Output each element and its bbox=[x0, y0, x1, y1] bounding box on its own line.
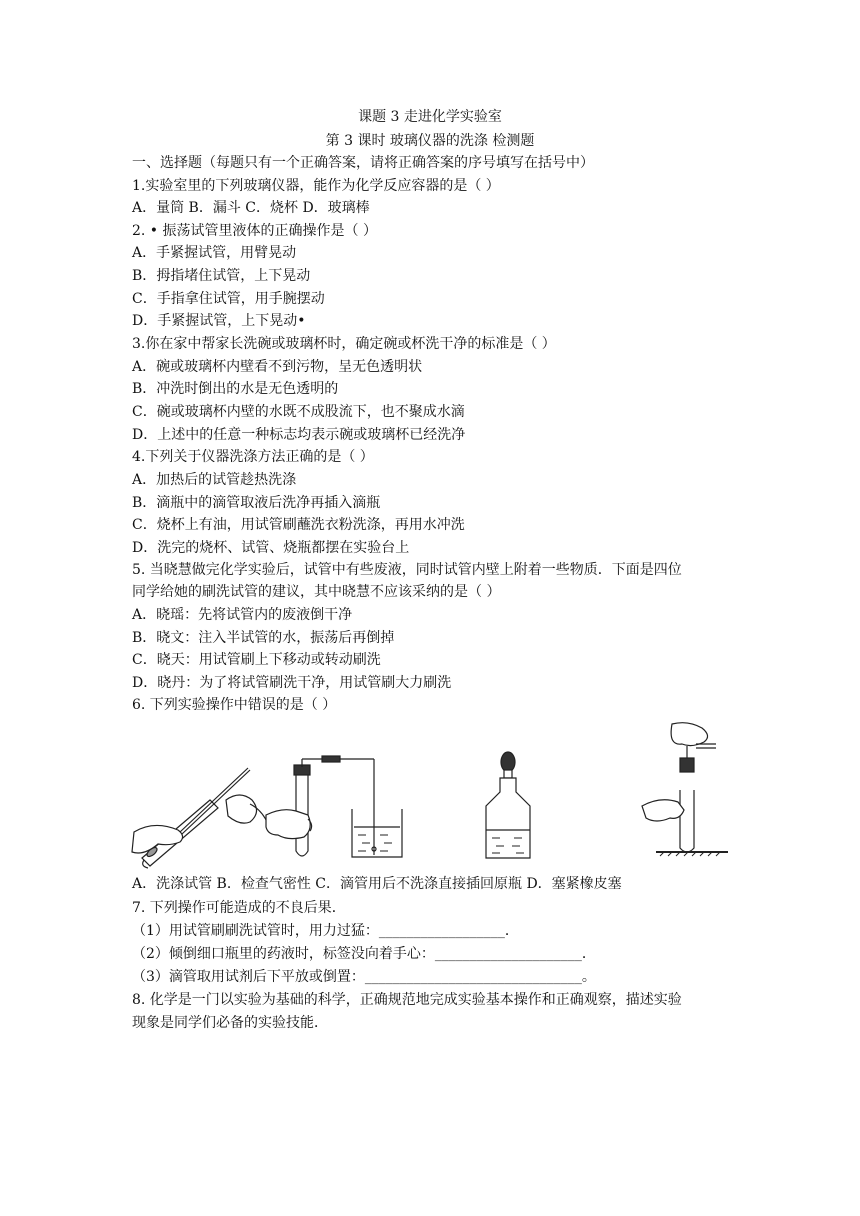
q4-option-a: A．加热后的试管趁热洗涤 bbox=[132, 472, 297, 488]
q5-option-c: C．晓天：用试管刷上下移动或转动刷洗 bbox=[132, 652, 381, 668]
worksheet-subtitle: 第 3 课时 玻璃仪器的洗涤 检测题 bbox=[325, 133, 535, 149]
q7-part2: （2）倾倒细口瓶里的药液时，标签没向着手心：_____________________． bbox=[132, 946, 596, 962]
q1-options: A．量筒 B．漏斗 C．烧杯 D．玻璃棒 bbox=[132, 200, 370, 216]
q5-option-b: B．晓文：注入半试管的水，振荡后再倒掉 bbox=[132, 630, 395, 646]
q2-option-a: A．手紧握试管，用臂晃动 bbox=[132, 245, 297, 261]
figure-b-airtightness-check bbox=[262, 755, 412, 867]
q4-stem: 4.下列关于仪器洗涤方法正确的是（ ） bbox=[132, 449, 374, 465]
q6-stem: 6. 下列实验操作中错误的是（ ） bbox=[132, 697, 337, 713]
q5-option-a: A．晓瑶：先将试管内的废液倒干净 bbox=[132, 607, 353, 623]
figure-c-dropper-bottle bbox=[480, 748, 540, 864]
q2-option-d: D．手紧握试管，上下晃动• bbox=[132, 313, 306, 329]
q3-option-d: D．上述中的任意一种标志均表示碗或玻璃杯已经洗净 bbox=[132, 427, 466, 443]
section-heading: 一、选择题（每题只有一个正确答案，请将正确答案的序号填写在括号中） bbox=[132, 155, 594, 171]
q2-option-b: B．拇指堵住试管，上下晃动 bbox=[132, 268, 311, 284]
q7-part1: （1）用试管刷刷洗试管时，用力过猛：__________________． bbox=[132, 923, 519, 939]
q3-option-b: B．冲洗时倒出的水是无色透明的 bbox=[132, 381, 339, 397]
q3-option-c: C．碗或玻璃杯内壁的水既不成股流下，也不聚成水滴 bbox=[132, 404, 465, 420]
figure-d-rubber-stopper bbox=[636, 718, 728, 858]
q5-stem-line2: 同学给她的刷洗试管的建议，其中晓慧不应该采纳的是（ ） bbox=[132, 584, 501, 600]
q5-option-d: D．晓丹：为了将试管刷洗干净，用试管刷大力刷洗 bbox=[132, 675, 452, 691]
q8-line2: 现象是同学们必备的实验技能． bbox=[132, 1015, 328, 1031]
q1-stem: 1.实验室里的下列玻璃仪器，能作为化学反应容器的是（ ） bbox=[132, 178, 500, 194]
q4-option-c: C．烧杯上有油，用试管刷蘸洗衣粉洗涤，再用水冲洗 bbox=[132, 517, 465, 533]
worksheet-title: 课题 3 走进化学实验室 bbox=[358, 109, 502, 125]
q7-stem: 7. 下列操作可能造成的不良后果． bbox=[132, 900, 346, 916]
q3-stem: 3.你在家中帮家长洗碗或玻璃杯时，确定碗或杯洗干净的标准是（ ） bbox=[132, 336, 556, 352]
q8-line1: 8. 化学是一门以实验为基础的科学，正确规范地完成实验基本操作和正确观察，描述实验 bbox=[132, 992, 682, 1008]
q7-part3: （3）滴管取用试剂后下平放或倒置：_______________________________。 bbox=[132, 969, 596, 985]
q4-option-d: D．洗完的烧杯、试管、烧瓶都摆在实验台上 bbox=[132, 540, 410, 556]
q4-option-b: B．滴瓶中的滴管取液后洗净再插入滴瓶 bbox=[132, 495, 381, 511]
q5-stem-line1: 5. 当晓慧做完化学实验后，试管中有些废液，同时试管内壁上附着一些物质．下面是四位 bbox=[132, 562, 682, 578]
figure-a-washing-test-tube bbox=[130, 760, 270, 870]
q6-captions: A．洗涤试管 B．检查气密性 C．滴管用后不洗涤直接插回原瓶 D．塞紧橡皮塞 bbox=[132, 876, 622, 892]
q2-option-c: C．手指拿住试管，用手腕摆动 bbox=[132, 291, 325, 307]
q3-option-a: A．碗或玻璃杯内壁看不到污物，呈无色透明状 bbox=[132, 359, 423, 375]
q2-stem: 2. • 振荡试管里液体的正确操作是（ ） bbox=[132, 223, 377, 239]
